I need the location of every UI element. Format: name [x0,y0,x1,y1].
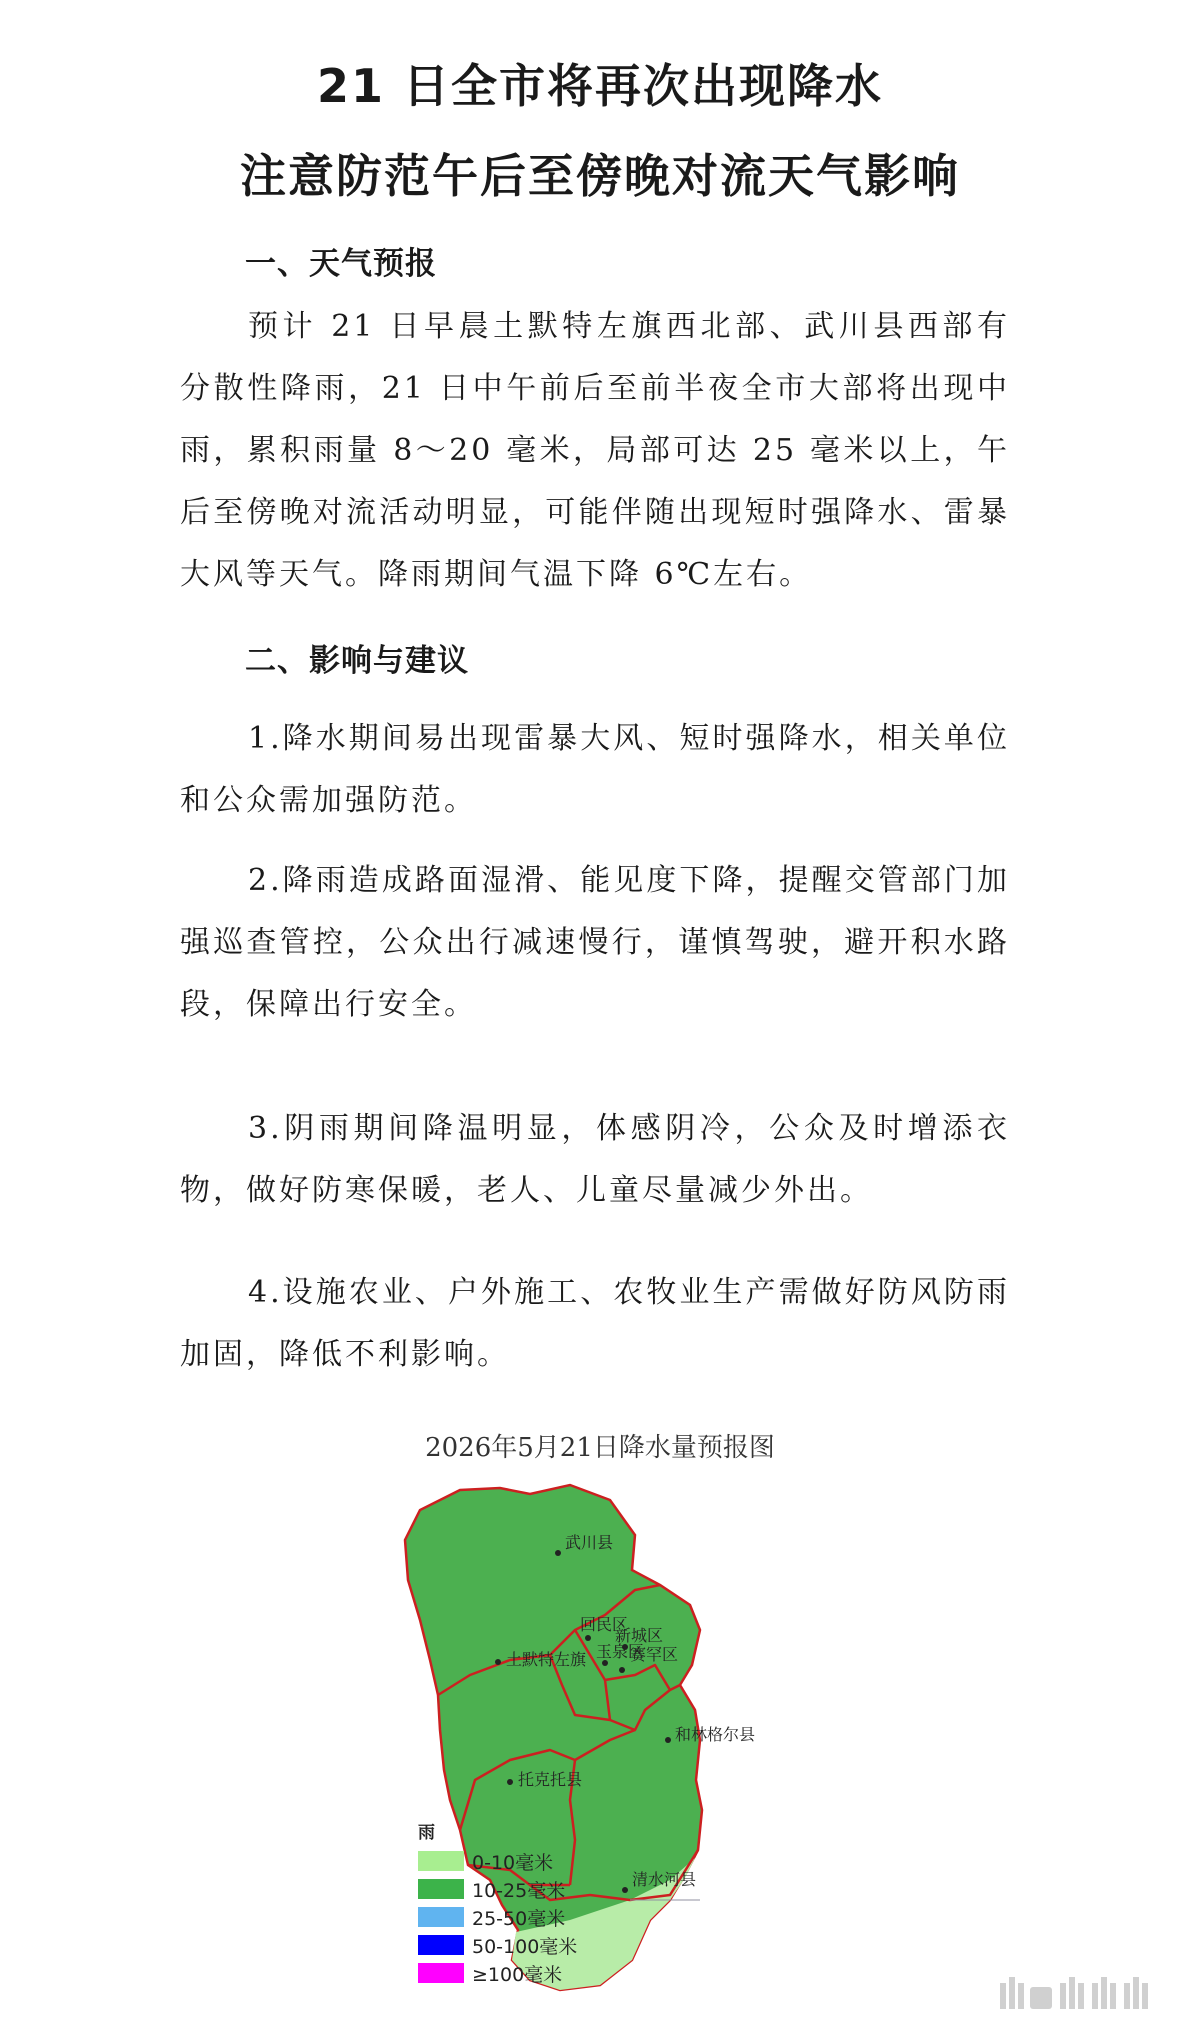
advice-item-4: 4.设施农业、户外施工、农牧业生产需做好防风防雨加固，降低不利影响。 [180,1275,1010,1372]
legend-item [418,1875,577,1903]
advice-item-2: 2.降雨造成路面湿滑、能见度下降，提醒交管部门加强巡查管控，公众出行减速慢行，谨慎驾驶，避开积水路段，保障出行安全。 [180,863,1010,1022]
section-1-heading: 一、天气预报 [245,246,437,282]
place-label-tuoketuo: 托克托县 [518,1770,583,1789]
legend-label: ≥100毫米 [472,1963,563,1986]
title-line-2: 注意防范午后至傍晚对流天气影响 [240,149,960,203]
place-label-qingshuihe: 清水河县 [632,1870,697,1889]
legend-swatch [418,1879,464,1899]
legend-item [418,1959,577,1987]
place-label-tuozuo: 土默特左旗 [506,1650,587,1669]
legend-swatch [418,1963,464,1983]
map-legend [418,1818,577,1987]
advice-item-3: 3.阴雨期间降温明显，体感阴冷，公众及时增添衣物，做好防寒保暖，老人、儿童尽量减少外出。 [180,1111,1010,1208]
section-1-body: 预计 21 日早晨土默特左旗西北部、武川县西部有分散性降雨，21 日中午前后至前半夜全市大部将出现中雨，累积雨量 8～20 毫米，局部可达 25 毫米以上，午后至傍晚对流活动明显，可能伴随出现短时强降水、雷暴大风等天气。降雨期间气温下降 6℃左右。 [180,309,1010,592]
tuoketuo-dot [507,1779,513,1785]
legend-label: 25-50毫米 [472,1907,566,1930]
legend-title: 雨 [418,1823,435,1843]
wuchuan-dot [555,1550,561,1556]
map-title: 2026年5月21日降水量预报图 [425,1433,775,1463]
title-line-1: 21 日全市将再次出现降水 [316,59,884,113]
place-label-saihan: 赛罕区 [630,1645,679,1664]
place-label-wuchuan: 武川县 [565,1533,614,1552]
tuozuo-dot [495,1659,501,1665]
place-label-yuquan: 玉泉区 [596,1642,645,1661]
legend-label: 50-100毫米 [472,1935,578,1958]
huimin-dot [585,1635,591,1641]
legend-label: 10-25毫米 [472,1879,566,1902]
advice-item-1: 1.降水期间易出现雷暴大风、短时强降水，相关单位和公众需加强防范。 [180,721,1010,818]
place-label-xincheng: 新城区 [615,1626,664,1645]
legend-swatch [418,1851,464,1871]
legend-label: 0-10毫米 [472,1851,554,1874]
section-2-heading: 二、影响与建议 [245,643,469,679]
place-label-helin: 和林格尔县 [675,1725,756,1744]
legend-item [418,1903,577,1931]
legend-swatch [418,1935,464,1955]
saihan-dot [619,1667,625,1673]
legend-swatch [418,1907,464,1927]
legend-item [418,1847,577,1875]
legend-item [418,1931,577,1959]
qingshuihe-dot [622,1887,628,1893]
watermark-bars-icon [1000,1975,1170,2015]
place-label-huimin: 回民区 [580,1615,629,1634]
helin-dot [665,1737,671,1743]
